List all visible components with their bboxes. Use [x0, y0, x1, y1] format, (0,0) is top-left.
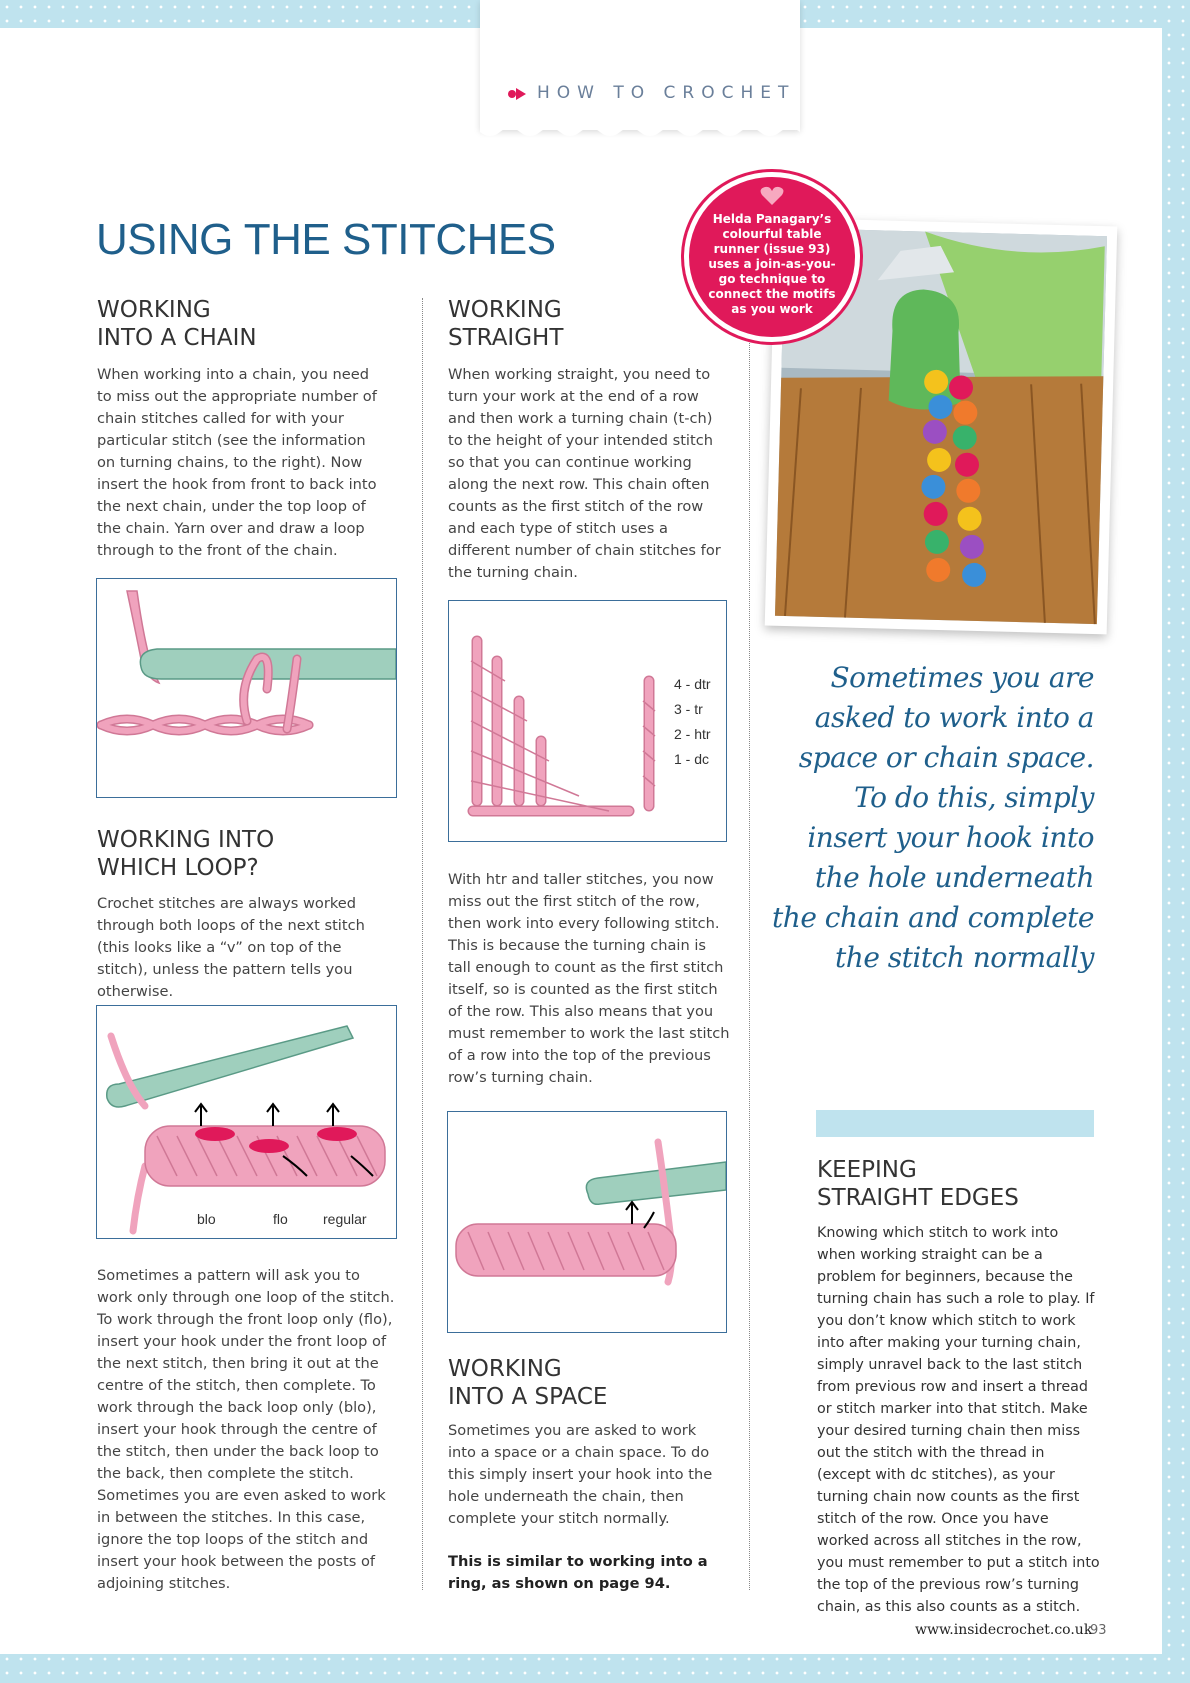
heading-working-straight	[448, 296, 563, 352]
figure-chain-diagram	[96, 578, 397, 798]
paragraph-working-straight: When working straight, you need to turn your work at the end of a row and then work a turning chain (t-ch) to the height of your intended stitch so that you can continue working along the next row. This chain often counts as the first stitch of the row and each type of stitch uses a different number of chain stitches for the turning chain.	[448, 366, 721, 581]
fig-label-htr: 2 - htr	[674, 726, 711, 742]
heading-line: WORKING	[448, 1356, 562, 1382]
heading-working-into-space	[448, 1355, 607, 1411]
figure-loop-diagram	[96, 1005, 397, 1239]
paragraph-working-into-chain: When working into a chain, you need to miss out the appropriate number of chain stitches called for with your particular stitch (see the information on turning chains, to the right). Now insert the hook from front to back into the next chain, under the top loop of the chain. Yarn over and draw a loop through to the front of the chain.	[97, 366, 377, 559]
arrow-icon	[507, 87, 529, 101]
heading-line: STRAIGHT	[448, 325, 564, 351]
tab-wave-edge	[480, 124, 800, 144]
fig-label-tr: 3 - tr	[674, 701, 703, 717]
fig-label-dtr: 4 - dtr	[674, 676, 711, 692]
footer-url: www.insidecrochet.co.uk	[915, 1622, 1093, 1638]
header-tab	[480, 0, 800, 130]
fig-label-flo: flo	[273, 1211, 288, 1227]
heading-line: WORKING	[448, 297, 562, 323]
page-number: 93	[1090, 1623, 1107, 1638]
heading-line: INTO A SPACE	[448, 1384, 608, 1410]
heading-line: KEEPING	[817, 1157, 917, 1183]
section-color-bar	[816, 1110, 1094, 1137]
paragraph-keeping-straight-edges: Knowing which stitch to work into when working straight can be a problem for beginners, because the turning chain has such a role to play. If you don’t know which stitch to work into after making your turning chain, simply unravel back to the last stitch from previous row and insert a thread or stitch marker into that stitch. Make your desired turning chain then miss out the stitch with the thread in (except with dc stitches), as your turning chain now counts as the first stitch of the row. Once you have worked across all stitches in the row, you must remember to put a stitch into the top of the previous row’s turning chain, as this also counts as a stitch.	[817, 1225, 1100, 1615]
fig-label-blo: blo	[197, 1211, 216, 1227]
caption-badge	[684, 172, 860, 342]
paragraph-ring-note: This is similar to working into a ring, as shown on page 94.	[448, 1553, 708, 1592]
section-label: HOW TO CROCHET	[537, 83, 796, 103]
badge-caption: Helda Panagary’s colourful table runner (issue 93) uses a join-as-you-go technique to connect the motifs as you work	[708, 212, 836, 316]
heading-line: WHICH LOOP?	[97, 855, 259, 881]
column-divider-right	[749, 298, 750, 1590]
heading-line: INTO A CHAIN	[97, 325, 257, 351]
column-divider-left	[422, 298, 423, 1590]
heart-icon	[760, 186, 784, 206]
chain-illustration	[97, 579, 396, 797]
paragraph-working-into-space: Sometimes you are asked to work into a space or a chain space. To do this simply insert your hook into the hole underneath the chain, then complete your stitch normally.	[448, 1422, 713, 1527]
heading-line: STRAIGHT EDGES	[817, 1185, 1019, 1211]
heading-keeping-straight-edges	[817, 1156, 1019, 1212]
loop-illustration	[97, 1006, 396, 1238]
paragraph-which-loop: Crochet stitches are always worked through both loops of the next stitch (this looks like a “v” on top of the stitch), unless the pattern tells you otherwise.	[97, 895, 365, 1000]
figure-turning-chain-diagram	[448, 600, 727, 842]
paragraph-htr-taller: With htr and taller stitches, you now miss out the first stitch of the row, then work into every following stitch. This is because the turning chain is tall enough to count as the first stitch itself, so is counted as the first stitch of the row. This also means that you must remember to work the last stitch of a row into the top of the previous row’s turning chain.	[448, 871, 730, 1086]
paragraph-front-back-loop: Sometimes a pattern will ask you to work only through one loop of the stitch. To work through the front loop only (flo), insert your hook under the front loop of the next stitch, then bring it out at the centre of the stitch, then complete. To work through the back loop only (blo), insert your hook through the centre of the stitch, then under the back loop to the back, then complete the stitch. Sometimes you are even asked to work in between the stitches. In this case, ignore the top loops of the stitch and insert your hook between the posts of adjoining stitches.	[97, 1267, 395, 1592]
pull-quote: Sometimes you are asked to work into a space or chain space. To do this, simply insert your hook into the hole underneath the chain and complete the stitch normally	[772, 661, 1094, 974]
fig-label-dc: 1 - dc	[674, 751, 710, 767]
turning-chain-illustration	[449, 601, 726, 841]
page-title: USING THE STITCHES	[96, 215, 556, 264]
heading-working-into-which-loop	[97, 826, 274, 882]
heading-line: WORKING INTO	[97, 827, 275, 853]
fig-label-regular: regular	[323, 1211, 367, 1227]
heading-working-into-chain	[97, 296, 257, 352]
figure-space-diagram	[447, 1111, 727, 1333]
space-illustration	[448, 1112, 726, 1332]
heading-line: WORKING	[97, 297, 211, 323]
